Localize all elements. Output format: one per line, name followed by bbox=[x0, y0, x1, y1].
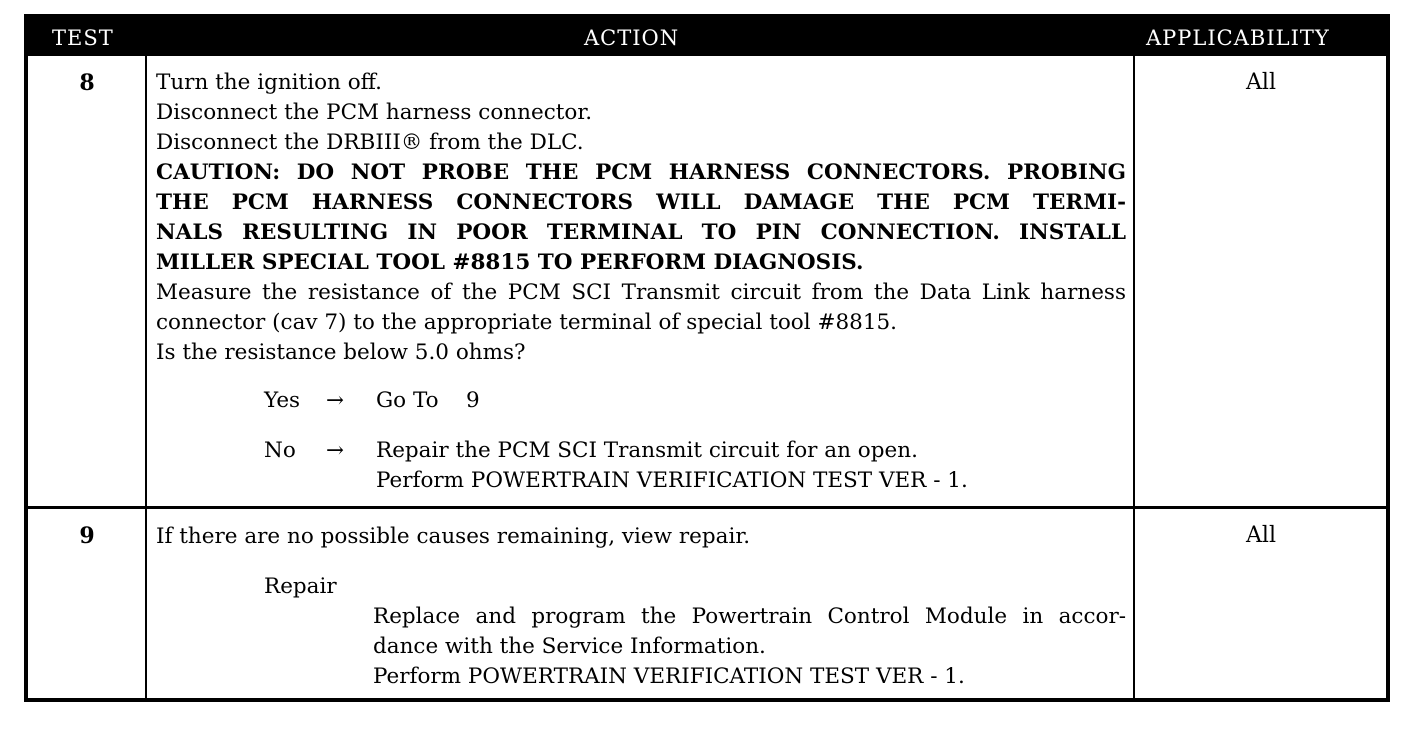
action-line: Disconnect the PCM harness connector. bbox=[156, 100, 593, 125]
no-action-text: Repair the PCM SCI Transmit circuit for an open. bbox=[376, 438, 918, 463]
no-label: No bbox=[264, 438, 296, 463]
action-line: If there are no possible causes remaining, view repair. bbox=[156, 524, 751, 549]
diagnostic-table bbox=[24, 14, 1390, 702]
repair-line: Perform POWERTRAIN VERIFICATION TEST VER - 1. bbox=[373, 664, 965, 689]
repair-line: dance with the Service Information. bbox=[373, 634, 766, 659]
repair-label: Repair bbox=[264, 574, 337, 599]
goto-target: 9 bbox=[466, 388, 480, 413]
applicability-9: All bbox=[1246, 523, 1276, 548]
test-number-8: 8 bbox=[79, 70, 95, 96]
caution-line: NALS RESULTING IN POOR TERMINAL TO PIN CONNECTION. INSTALL bbox=[156, 220, 1126, 245]
divider-action-applicability bbox=[1133, 18, 1135, 702]
caution-line: MILLER SPECIAL TOOL #8815 TO PERFORM DIAGNOSIS. bbox=[156, 250, 864, 275]
header-test: TEST bbox=[52, 26, 114, 50]
action-line: Is the resistance below 5.0 ohms? bbox=[156, 340, 526, 365]
no-action-text: Perform POWERTRAIN VERIFICATION TEST VER - 1. bbox=[376, 468, 968, 493]
test-number-9: 9 bbox=[79, 523, 95, 549]
repair-label-row bbox=[156, 572, 1126, 602]
applicability-8: All bbox=[1246, 70, 1276, 95]
repair-text bbox=[373, 602, 1126, 692]
action-line: connector (cav 7) to the appropriate terminal of special tool #8815. bbox=[156, 310, 898, 335]
no-branch bbox=[156, 436, 1126, 466]
divider-test-action bbox=[145, 18, 147, 702]
arrow-icon: → bbox=[326, 438, 345, 463]
header-applicability: APPLICABILITY bbox=[1146, 26, 1330, 50]
yes-label: Yes bbox=[264, 388, 301, 413]
caution-line: CAUTION: DO NOT PROBE THE PCM HARNESS CONNECTORS. PROBING bbox=[156, 160, 1126, 185]
row-divider bbox=[28, 506, 1386, 509]
action-line: Disconnect the DRBIII® from the DLC. bbox=[156, 130, 584, 155]
action-line: Measure the resistance of the PCM SCI Transmit circuit from the Data Link harness bbox=[156, 280, 1126, 305]
yes-branch bbox=[156, 386, 1126, 416]
arrow-icon: → bbox=[326, 388, 345, 413]
goto-text: Go To bbox=[376, 388, 439, 413]
caution-line: THE PCM HARNESS CONNECTORS WILL DAMAGE THE PCM TERMI- bbox=[156, 190, 1126, 215]
no-branch-continued bbox=[156, 466, 1126, 496]
table-header bbox=[28, 18, 1386, 56]
action-cell-9 bbox=[156, 522, 1126, 692]
header-action: ACTION bbox=[584, 26, 680, 50]
action-cell-8 bbox=[156, 68, 1126, 496]
repair-line: Replace and program the Powertrain Control Module in accor- bbox=[373, 604, 1126, 629]
action-line: Turn the ignition off. bbox=[156, 70, 382, 95]
